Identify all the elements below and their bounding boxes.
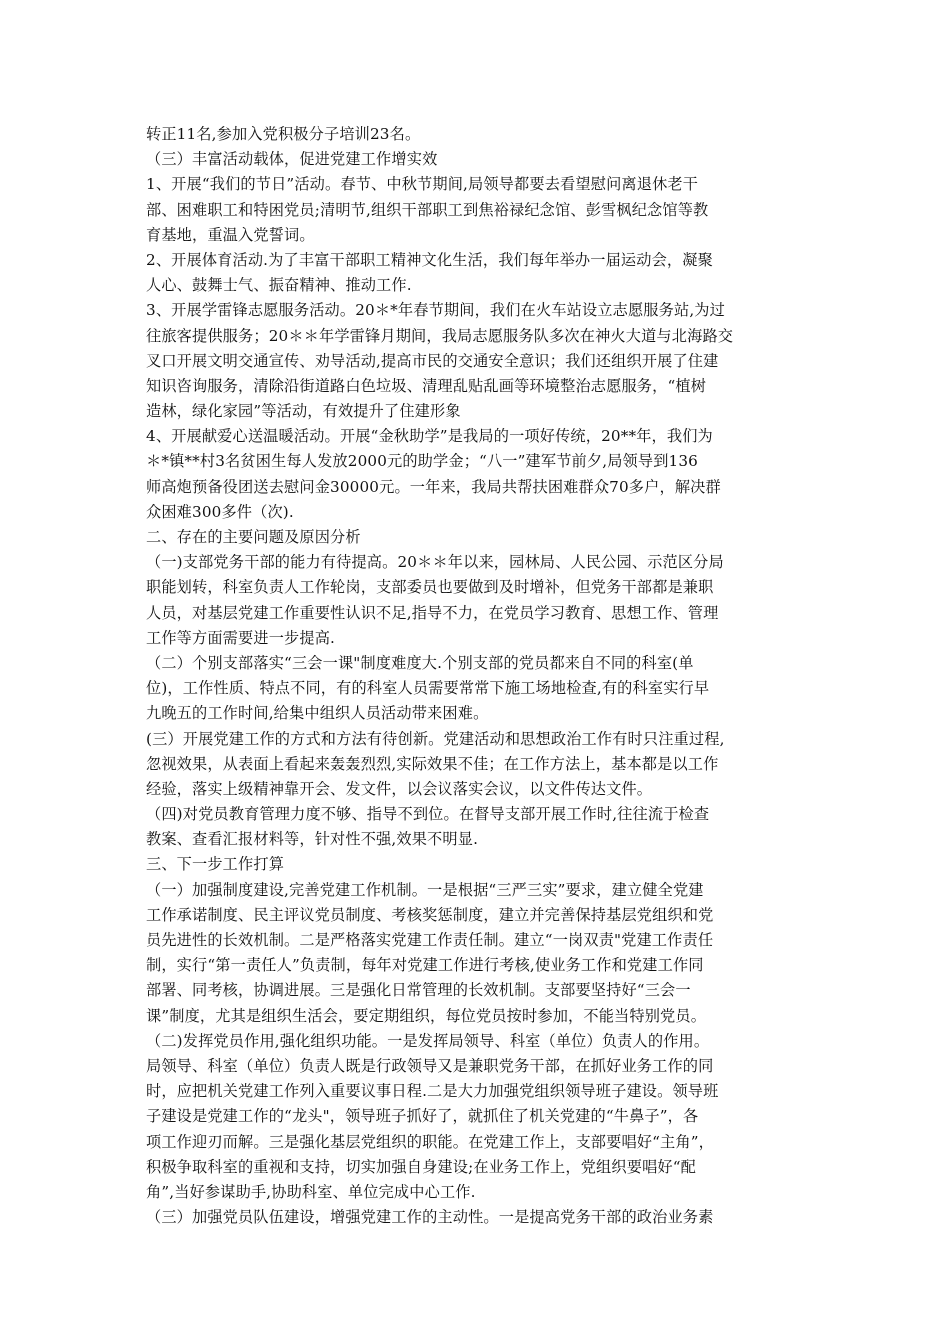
document-body <box>146 122 811 1230</box>
text-line: （二)发挥党员作用,强化组织功能。一是发挥局领导、科室（单位）负责人的作用。 <box>146 1031 710 1050</box>
text-line: 众困难300多件（次). <box>146 502 294 521</box>
text-line: 2、开展体育活动.为了丰富干部职工精神文化生活，我们每年举办一届运动会，凝聚 <box>146 250 713 269</box>
text-line: 位)，工作性质、特点不同，有的科室人员需要常常下施工场地检查,有的科室实行早 <box>146 679 710 698</box>
text-line: 育基地，重温入党誓词。 <box>146 225 315 244</box>
text-line: 工作等方面需要进一步提高. <box>146 628 336 647</box>
text-line: 子建设是党建工作的“龙头"，领导班子抓好了，就抓住了机关党建的“牛鼻子”，各 <box>146 1107 699 1126</box>
text-line: 制，实行“第一责任人”负责制，每年对党建工作进行考核,使业务工作和党建工作同 <box>146 956 704 975</box>
text-line: 造林，绿化家园”等活动，有效提升了住建形象 <box>146 402 461 421</box>
text-line: 项工作迎刃而解。三是强化基层党组织的职能。在党建工作上，支部要唱好“主角”， <box>146 1132 714 1151</box>
text-line: 工作承诺制度、民主评议党员制度、考核奖惩制度，建立并完善保持基层党组织和党 <box>146 905 714 924</box>
text-line: 角”,当好参谋助手,协助科室、单位完成中心工作. <box>146 1182 476 1201</box>
section-heading: 三、下一步工作打算 <box>146 855 285 874</box>
text-line: 职能划转，科室负责人工作轮岗，支部委员也要做到及时增补，但党务干部都是兼职 <box>146 578 714 597</box>
text-line: 3、开展学雷锋志愿服务活动。20＊*年春节期间，我们在火车站设立志愿服务站,为过 <box>146 301 725 320</box>
text-line: 知识咨询服务，清除沿街道路白色垃圾、清理乱贴乱画等环境整治志愿服务，“植树 <box>146 376 707 395</box>
text-line: 1、开展“我们的节日”活动。春节、中秋节期间,局领导都要去看望慰问离退休老干 <box>146 175 699 194</box>
text-line: 时，应把机关党建工作列入重要议事日程.二是大力加强党组织领导班子建设。领导班 <box>146 1082 719 1101</box>
text-line: （二）个别支部落实“三会一课"制度难度大.个别支部的党员都来自不同的科室(单 <box>146 653 694 672</box>
text-line: 转正11名,参加入党积极分子培训23名。 <box>146 125 421 143</box>
text-line: 部、困难职工和特困党员;清明节,组织干部职工到焦裕禄纪念馆、彭雪枫纪念馆等教 <box>146 200 709 219</box>
text-line: 叉口开展文明交通宣传、劝导活动,提高市民的交通安全意识；我们还组织开展了住建 <box>146 351 719 370</box>
text-line: （一）加强制度建设,完善党建工作机制。一是根据“三严三实”要求，建立健全党建 <box>146 880 704 899</box>
section-heading: 二、存在的主要问题及原因分析 <box>146 528 361 546</box>
text-line: 经验，落实上级精神靠开会、发文件，以会议落实会议，以文件传达文件。 <box>146 779 653 798</box>
text-line: 人心、鼓舞士气、振奋精神、推动工作. <box>146 276 412 295</box>
text-line: 忽视效果，从表面上看起来轰轰烈烈,实际效果不佳；在工作方法上，基本都是以工作 <box>146 754 719 773</box>
text-line: 往旅客提供服务；20＊＊年学雷锋月期间，我局志愿服务队多次在神火大道与北海路交 <box>146 326 734 345</box>
text-line: （三）加强党员队伍建设，增强党建工作的主动性。一是提高党务干部的政治业务素 <box>146 1208 714 1227</box>
text-line: 局领导、科室（单位）负责人既是行政领导又是兼职党务干部，在抓好业务工作的同 <box>146 1056 714 1075</box>
text-line: 九晚五的工作时间,给集中组织人员活动带来困难。 <box>146 704 489 723</box>
text-line: 人员，对基层党建工作重要性认识不足,指导不力，在党员学习教育、思想工作、管理 <box>146 603 719 622</box>
section-heading: （三）丰富活动载体，促进党建工作增实效 <box>146 150 438 169</box>
text-line: (三）开展党建工作的方式和方法有待创新。党建活动和思想政治工作有时只注重过程, <box>146 729 725 748</box>
text-line: ＊*镇**村3名贫困生每人发放2000元的助学金；“八一”建军节前夕,局领导到136 <box>146 452 698 471</box>
text-line: 课”制度，尤其是组织生活会，要定期组织，每位党员按时参加，不能当特别党员。 <box>146 1006 707 1025</box>
text-line: （四)对党员教育管理力度不够、指导不到位。在督导支部开展工作时,往往流于检查 <box>146 805 710 824</box>
text-line: 师高炮预备役团送去慰问金30000元。一年来，我局共帮扶困难群众70多户，解决群 <box>146 477 721 496</box>
text-line: 员先进性的长效机制。二是严格落实党建工作责任制。建立“一岗双责"党建工作责任 <box>146 931 714 949</box>
text-line: （一)支部党务干部的能力有待提高。20＊＊年以来，园林局、人民公园、示范区分局 <box>146 553 724 572</box>
text-line: 积极争取科室的重视和支持，切实加强自身建设;在业务工作上，党组织要唱好“配 <box>146 1157 696 1176</box>
text-line: 部署、同考核，协调进展。三是强化日常管理的长效机制。支部要坚持好“三会一 <box>146 981 691 1000</box>
text-line: 教案、查看汇报材料等，针对性不强,效果不明显. <box>146 830 479 849</box>
text-line: 4、开展献爱心送温暖活动。开展“金秋助学”是我局的一项好传统，20**年，我们为 <box>146 427 713 446</box>
